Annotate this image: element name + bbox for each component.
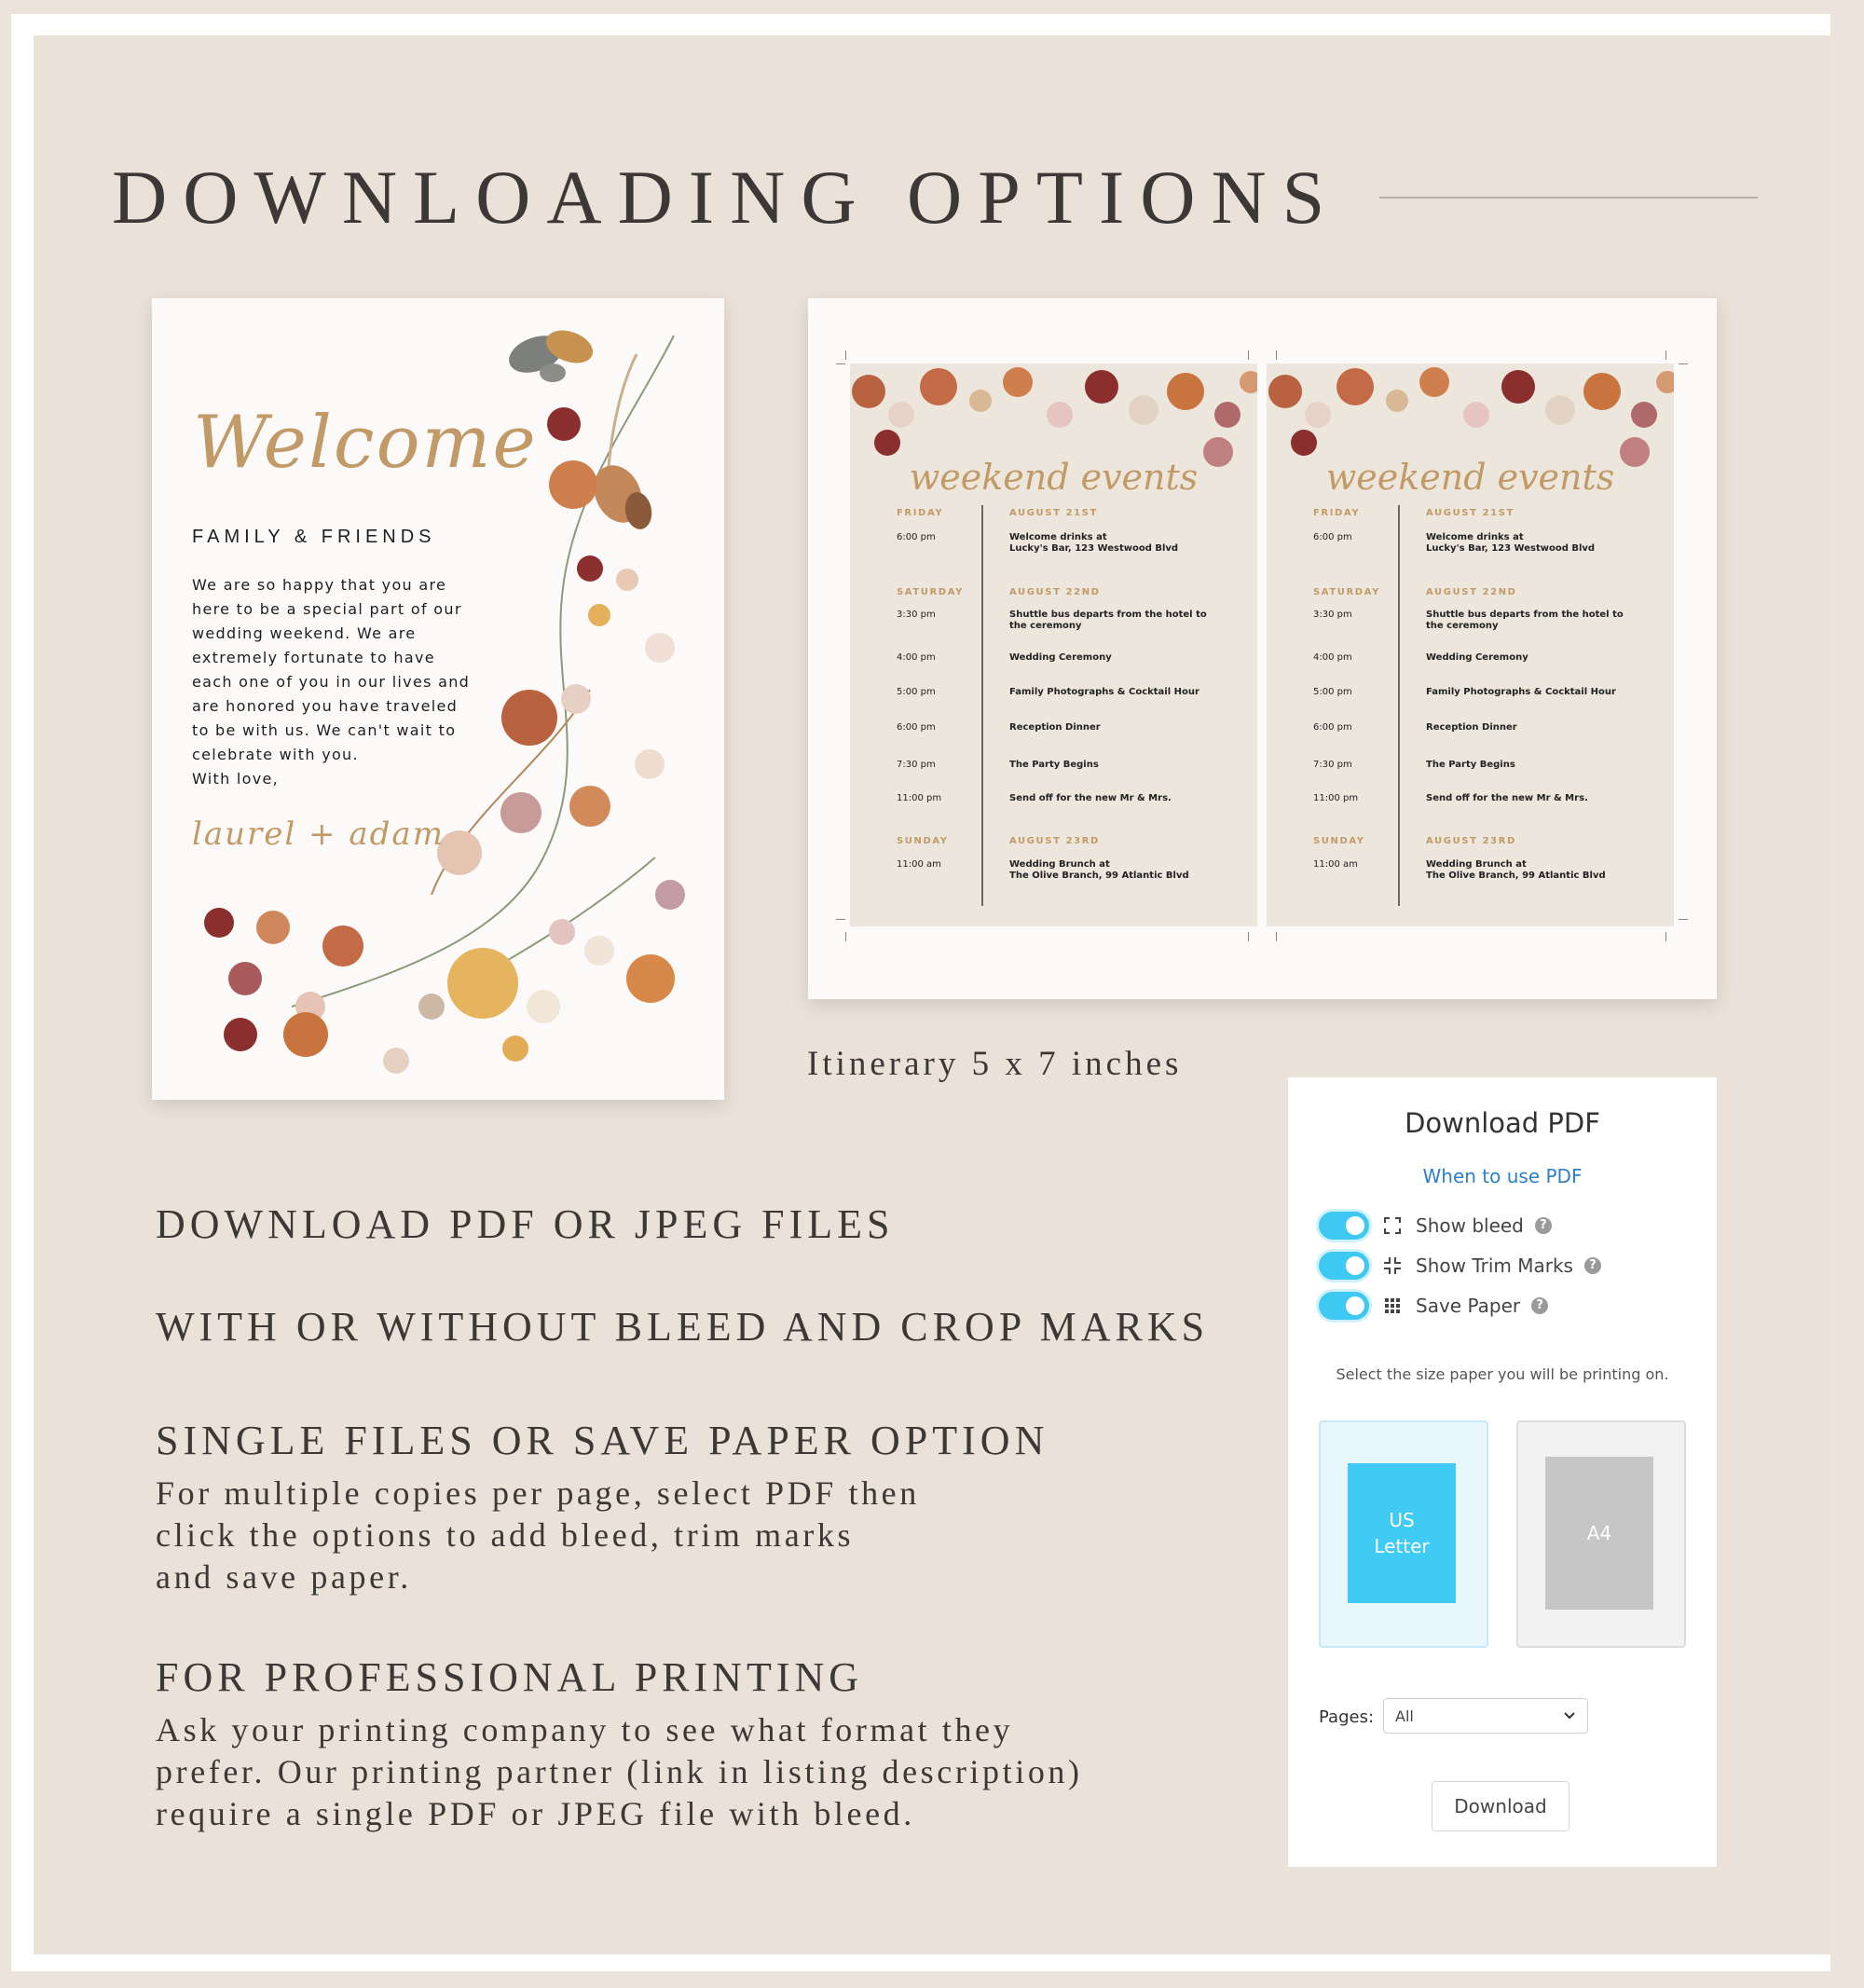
- event-description: Reception Dinner: [1009, 722, 1101, 733]
- event-description: Wedding Ceremony: [1426, 652, 1528, 663]
- butterfly-icon: [504, 324, 597, 382]
- event-time: 6:00 pm: [1313, 532, 1352, 542]
- trim-mark: [1276, 350, 1277, 360]
- itinerary-date: AUGUST 21ST: [1426, 508, 1514, 518]
- itinerary-date: AUGUST 23RD: [1426, 836, 1516, 846]
- show-bleed-toggle[interactable]: [1319, 1212, 1369, 1240]
- itinerary-day: SATURDAY: [1313, 587, 1380, 597]
- trim-mark: [1248, 932, 1249, 941]
- event-time: 5:00 pm: [1313, 687, 1352, 697]
- event-description: Wedding Brunch at The Olive Branch, 99 Atlantic Blvd: [1426, 859, 1606, 881]
- help-icon[interactable]: ?: [1531, 1297, 1548, 1314]
- event-time: 6:00 pm: [1313, 722, 1352, 733]
- event-description: Shuttle bus departs from the hotel to the ceremony: [1426, 610, 1624, 631]
- event-time: 11:00 pm: [1313, 793, 1359, 803]
- itinerary-date: AUGUST 22ND: [1426, 587, 1517, 597]
- pages-select[interactable]: [1383, 1698, 1588, 1734]
- trim-mark: [836, 363, 845, 364]
- show-trim-marks-toggle[interactable]: [1319, 1252, 1369, 1280]
- save-paper-option: [1319, 1290, 1548, 1322]
- event-time: 7:30 pm: [1313, 760, 1352, 770]
- welcome-card-preview: [152, 298, 724, 1100]
- help-icon[interactable]: ?: [1584, 1257, 1601, 1274]
- event-time: 5:00 pm: [897, 687, 936, 697]
- paper-size-label: US Letter: [1348, 1463, 1456, 1603]
- welcome-message: We are so happy that you are here to be a special part of our wedding weekend. We are extremely fortunate to have each one of you in our lives and are honored you have traveled to be with us. We can't wait to celebrate with you. With love,: [192, 576, 471, 788]
- trim-mark: [1679, 919, 1688, 920]
- paper-size-a4[interactable]: [1516, 1420, 1686, 1648]
- page-title: DOWNLOADING OPTIONS: [112, 155, 1341, 240]
- panel-title: Download PDF: [1405, 1107, 1600, 1139]
- event-time: 4:00 pm: [1313, 652, 1352, 663]
- trim-mark: [1276, 932, 1277, 941]
- title-divider: [1379, 197, 1758, 199]
- when-to-use-pdf-link[interactable]: When to use PDF: [1422, 1165, 1583, 1187]
- chevron-down-icon: [1563, 1711, 1576, 1721]
- welcome-heading: FAMILY & FRIENDS: [192, 527, 436, 547]
- welcome-script-title: Welcome: [193, 401, 538, 485]
- show-trim-marks-label: Show Trim Marks: [1416, 1254, 1573, 1277]
- download-pdf-panel: [1288, 1077, 1717, 1867]
- event-description: Wedding Ceremony: [1009, 652, 1112, 663]
- bleed-frame-icon: [1382, 1215, 1403, 1236]
- event-time: 3:30 pm: [1313, 610, 1352, 620]
- event-time: 6:00 pm: [897, 532, 936, 542]
- itinerary-card: [850, 363, 1257, 926]
- pages-select-value: All: [1395, 1707, 1414, 1725]
- event-description: The Party Begins: [1009, 760, 1099, 770]
- download-button[interactable]: Download: [1432, 1781, 1569, 1831]
- feature-heading: SINGLE FILES OR SAVE PAPER OPTION: [156, 1418, 1049, 1463]
- itinerary-date: AUGUST 21ST: [1009, 508, 1098, 518]
- show-bleed-label: Show bleed: [1416, 1214, 1524, 1237]
- butterfly-icon: [585, 458, 655, 531]
- itinerary-day: FRIDAY: [897, 508, 944, 518]
- show-trim-marks-option: [1319, 1250, 1601, 1282]
- event-description: Reception Dinner: [1426, 722, 1517, 733]
- event-time: 4:00 pm: [897, 652, 936, 663]
- trim-mark: [845, 932, 846, 941]
- feature-description: Ask your printing company to see what format they prefer. Our printing partner (link in listing description) require a single PDF or JPEG file with bleed.: [156, 1711, 1083, 1832]
- help-icon[interactable]: ?: [1535, 1217, 1552, 1234]
- feature-heading: WITH OR WITHOUT BLEED AND CROP MARKS: [156, 1304, 1210, 1350]
- event-time: 11:00 pm: [897, 793, 942, 803]
- itinerary-day: SUNDAY: [897, 836, 949, 846]
- trim-mark: [1665, 350, 1666, 360]
- save-paper-toggle[interactable]: [1319, 1292, 1369, 1320]
- timeline-divider: [1398, 505, 1400, 906]
- event-time: 7:30 pm: [897, 760, 936, 770]
- trim-mark: [1665, 932, 1666, 941]
- paper-size-us-letter[interactable]: [1319, 1420, 1488, 1648]
- welcome-signature: laurel + adam: [192, 816, 445, 853]
- show-bleed-option: [1319, 1210, 1552, 1241]
- feature-heading: FOR PROFESSIONAL PRINTING: [156, 1654, 864, 1700]
- event-description: Wedding Brunch at The Olive Branch, 99 Atlantic Blvd: [1009, 859, 1189, 881]
- event-time: 11:00 am: [1313, 859, 1358, 870]
- event-time: 3:30 pm: [897, 610, 936, 620]
- itinerary-caption: Itinerary 5 x 7 inches: [807, 1045, 1183, 1083]
- event-description: The Party Begins: [1426, 760, 1515, 770]
- trim-mark: [836, 919, 845, 920]
- paper-size-label: A4: [1545, 1457, 1653, 1610]
- save-paper-label: Save Paper: [1416, 1295, 1521, 1317]
- trim-mark: [845, 350, 846, 360]
- feature-heading: DOWNLOAD PDF OR JPEG FILES: [156, 1201, 895, 1247]
- event-description: Shuttle bus departs from the hotel to the ceremony: [1009, 610, 1207, 631]
- event-time: 6:00 pm: [897, 722, 936, 733]
- grid-icon: [1382, 1296, 1403, 1316]
- itinerary-day: SATURDAY: [897, 587, 964, 597]
- itinerary-day: SUNDAY: [1313, 836, 1365, 846]
- event-description: Family Photographs & Cocktail Hour: [1426, 687, 1616, 697]
- event-description: Welcome drinks at Lucky's Bar, 123 Westwood Blvd: [1009, 532, 1179, 554]
- trim-mark: [1679, 363, 1688, 364]
- event-description: Send off for the new Mr & Mrs.: [1009, 793, 1172, 803]
- trim-marks-icon: [1382, 1255, 1403, 1276]
- event-time: 11:00 am: [897, 859, 941, 870]
- pages-label: Pages:: [1319, 1707, 1375, 1727]
- event-description: Send off for the new Mr & Mrs.: [1426, 793, 1588, 803]
- itinerary-card: [1267, 363, 1674, 926]
- event-description: Welcome drinks at Lucky's Bar, 123 Westwood Blvd: [1426, 532, 1596, 554]
- itinerary-preview: [808, 298, 1717, 999]
- event-description: Family Photographs & Cocktail Hour: [1009, 687, 1199, 697]
- timeline-divider: [981, 505, 983, 906]
- itinerary-title: weekend events: [1325, 457, 1615, 498]
- feature-description: For multiple copies per page, select PDF then click the options to add bleed, trim marks and save paper.: [156, 1474, 920, 1596]
- itinerary-date: AUGUST 22ND: [1009, 587, 1101, 597]
- itinerary-day: FRIDAY: [1313, 508, 1361, 518]
- itinerary-date: AUGUST 23RD: [1009, 836, 1100, 846]
- trim-mark: [1248, 350, 1249, 360]
- itinerary-title: weekend events: [909, 457, 1199, 498]
- paper-size-hint: Select the size paper you will be printing on.: [1336, 1365, 1669, 1383]
